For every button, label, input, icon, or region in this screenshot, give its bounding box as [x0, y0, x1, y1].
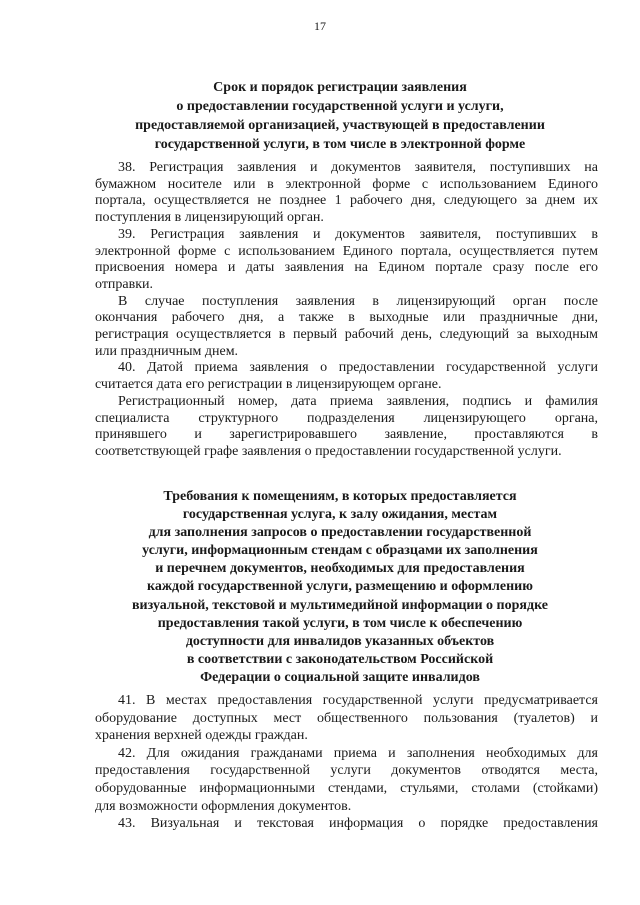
paragraph-regnumber-line: соответствующей графе заявления о предоставлении государственной услуги.: [95, 443, 562, 459]
heading-line: Требования к помещениям, в которых предоставляется: [163, 489, 517, 504]
paragraph-regnumber-line: Регистрационный номер, дата приема заявления, подпись и фамилия: [118, 393, 598, 409]
heading-line: и перечнем документов, необходимых для предоставления: [155, 561, 525, 577]
paragraph-40-line: считается дата его регистрации в лицензирующем органе.: [95, 377, 442, 393]
paragraph-40-line: 40. Датой приема заявления о предоставлении государственной услуги: [118, 360, 598, 376]
paragraph-41-line: оборудование доступных мест общественного пользования (туалетов) и: [95, 710, 598, 726]
section-heading-premises: [90, 488, 590, 687]
paragraph-39-line: отправки.: [95, 276, 154, 292]
paragraph-43-line: 43. Визуальная и текстовая информация о порядке предоставления: [118, 816, 598, 832]
paragraph-39-line: 39. Регистрация заявления и документов заявителя, поступивших в: [118, 226, 598, 242]
heading-line: о предоставлении государственной услуги и услуги,: [176, 99, 504, 114]
registration-paragraphs: [95, 160, 598, 461]
paragraph-41-line: 41. В местах предоставления государственной услуги предусматривается: [118, 693, 598, 708]
heading-line: в соответствии с законодательством Российской: [186, 651, 494, 667]
paragraph-42-line: 42. Для ожидания гражданами приема и заполнения необходимых для: [118, 745, 598, 761]
heading-line: услуги, информационным стендам с образцами их заполнения: [142, 543, 538, 559]
paragraph-holiday-line: В случае поступления заявления в лицензирующий орган после: [118, 293, 598, 309]
heading-line: предоставляемой организацией, участвующей в предоставлении: [135, 118, 545, 133]
paragraph-38-line: бумажном носителе или в электронной форме с использованием Единого: [95, 176, 598, 192]
paragraph-holiday-line: регистрация осуществляется в первый рабочий день, следующий за выходным: [95, 327, 598, 343]
paragraph-42-line: для возможности оформления документов.: [95, 798, 352, 814]
paragraph-regnumber-line: принявшего и зарегистрировавшего заявление, проставляются в: [95, 427, 598, 443]
paragraph-42-line: предоставления государственной услуги документов отводятся места,: [95, 763, 598, 779]
heading-line: государственной услуги, в том числе в электронной форме: [154, 137, 526, 152]
premises-paragraphs: [95, 692, 598, 833]
heading-line: доступности для инвалидов указанных объектов: [185, 633, 495, 649]
paragraph-42-line: оборудованные информационными стендами, стульями, столами (стойками): [95, 780, 598, 796]
paragraph-39-line: электронной форме с использованием Единого портала, осуществляется путем: [95, 243, 598, 259]
paragraph-41-line: хранения верхней одежды граждан.: [95, 728, 308, 744]
section-heading-registration: [90, 78, 590, 154]
paragraph-39-line: присвоения номера и даты заявления на Едином портале сразу после его: [95, 260, 598, 276]
heading-line: предоставления такой услуги, в том числе к обеспечению: [157, 615, 523, 631]
page-number: 17: [314, 19, 326, 33]
heading-line: Федерации о социальной защите инвалидов: [200, 669, 480, 685]
heading-line: Срок и порядок регистрации заявления: [213, 80, 467, 95]
paragraph-38-line: поступления в лицензирующий орган.: [95, 210, 324, 226]
heading-line: визуальной, текстовой и мультимедийной информации о порядке: [132, 597, 548, 613]
paragraph-holiday-line: или праздничным днем.: [95, 343, 239, 359]
paragraph-38-line: портала, осуществляется не позднее 1 рабочего дня, следующего за днем их: [95, 193, 598, 209]
heading-line: государственная услуга, к залу ожидания, местам: [182, 507, 498, 523]
heading-line: каждой государственной услуги, размещению и оформлению: [147, 579, 533, 595]
paragraph-regnumber-line: специалиста структурного подразделения лицензирующего органа,: [95, 410, 598, 426]
heading-line: для заполнения запросов о предоставлении государственной: [148, 525, 532, 541]
paragraph-38-line: 38. Регистрация заявления и документов заявителя, поступивших на: [118, 160, 598, 175]
paragraph-holiday-line: окончания рабочего дня, а также в выходные или праздничные дни,: [95, 310, 598, 326]
